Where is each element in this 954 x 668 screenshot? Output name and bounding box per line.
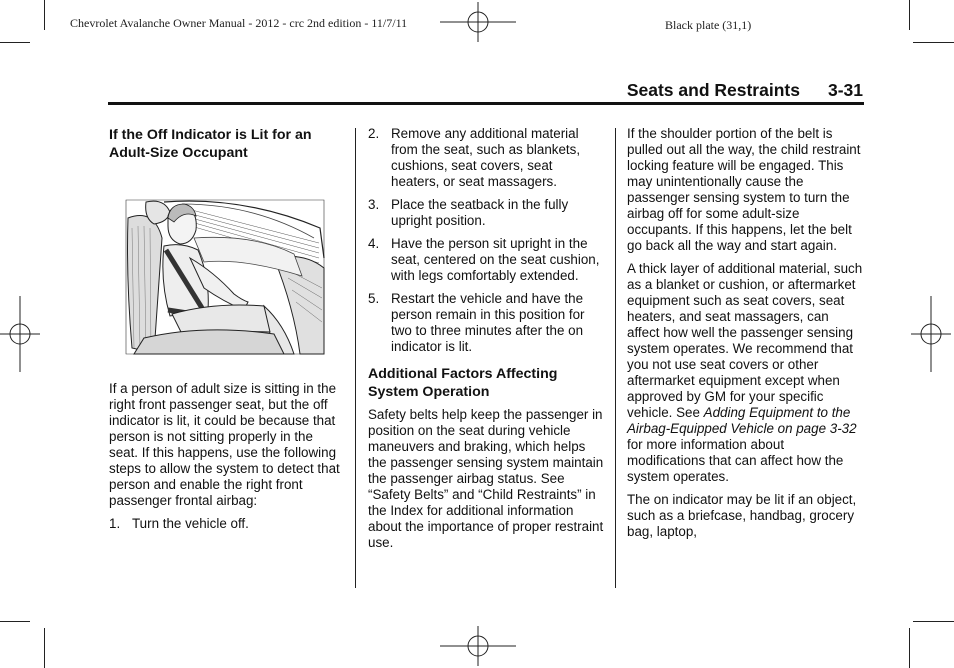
registration-mark-icon [911, 296, 951, 372]
list-item [368, 197, 604, 229]
step-number: 3. [368, 197, 380, 212]
step-text: Have the person sit upright in the seat, centered on the seat cushion, with legs comfortably extended. [391, 236, 600, 283]
adult-occupant-front-seat-illustration [124, 198, 326, 356]
column-divider [615, 128, 616, 588]
column-1 [109, 126, 345, 168]
step-text: Restart the vehicle and have the person remain in this position for two to three minutes after the on indicator is lit. [391, 291, 585, 354]
page-number: 3-31 [827, 80, 863, 100]
cross-reference-link[interactable]: Adding Equipment to the Airbag-Equipped Vehicle on page 3-32 [627, 405, 857, 436]
crop-mark [44, 628, 45, 668]
column-1-body [109, 381, 345, 539]
registration-mark-icon [440, 2, 516, 42]
body-paragraph: If a person of adult size is sitting in the right front passenger seat, but the off indicator is lit, it could be because that person is not sitting properly in the seat. If this happens, use the following steps to allow the system to detect that person and enable the right front passenger frontal airbag: [109, 381, 340, 508]
section-title: Seats and Restraints [626, 80, 800, 100]
column-2 [368, 126, 604, 558]
crop-mark [909, 628, 910, 668]
list-item [368, 291, 604, 355]
header-rule [108, 102, 864, 105]
step-text: Place the seatback in the fully upright position. [391, 197, 569, 228]
section-header [110, 80, 863, 101]
step-number: 1. [109, 516, 121, 531]
step-number: 4. [368, 236, 380, 251]
list-item [368, 236, 604, 284]
step-list [109, 516, 345, 532]
crop-mark [0, 42, 30, 43]
step-number: 5. [368, 291, 380, 306]
crop-mark [913, 42, 954, 43]
step-text: Turn the vehicle off. [132, 516, 249, 531]
plate-label: Black plate (31,1) [665, 18, 752, 32]
paragraph-text: A thick layer of additional material, such as a blanket or cushion, or aftermarket equipment such as seat covers, seat heaters, and seat massagers, can affect how well the passenger sensing system operates. We recommend that you not use seat covers or other aftermarket equipment except when approved by GM for your specific vehicle. See [627, 261, 863, 420]
column-3 [627, 126, 863, 547]
registration-mark-icon [440, 626, 516, 666]
subsection-heading: If the Off Indicator is Lit for an Adult-Size Occupant [109, 127, 312, 161]
print-header: Chevrolet Avalanche Owner Manual - 2012 - crc 2nd edition - 11/7/11 [70, 16, 408, 30]
body-paragraph [627, 261, 863, 485]
step-list [368, 126, 604, 355]
body-paragraph: The on indicator may be lit if an object, such as a briefcase, handbag, grocery bag, laptop, [627, 492, 857, 539]
crop-mark [909, 0, 910, 30]
list-item [368, 126, 604, 190]
crop-mark [44, 0, 45, 30]
paragraph-text: for more information about modifications that can affect how the system operates. [627, 437, 844, 484]
crop-mark [0, 621, 30, 622]
step-number: 2. [368, 126, 380, 141]
registration-mark-icon [0, 296, 40, 372]
column-divider [355, 128, 356, 588]
body-paragraph: If the shoulder portion of the belt is pulled out all the way, the child restraint locking feature will be engaged. This may unintentionally cause the passenger sensing system to turn the airbag off for some adult-size occupants. If this happens, let the belt go back all the way and start again. [627, 126, 861, 253]
subsection-heading: Additional Factors Affecting System Operation [368, 366, 558, 400]
list-item [109, 516, 345, 532]
body-paragraph: Safety belts help keep the passenger in position on the seat during vehicle maneuvers and braking, which helps the passenger sensing system maintain the passenger airbag status. See “Safety Belts” and “Child Restraints” in the Index for additional information about the importance of proper restraint use. [368, 407, 604, 550]
step-text: Remove any additional material from the seat, such as blankets, cushions, seat covers, seat heaters, or seat massagers. [391, 126, 581, 189]
crop-mark [913, 621, 954, 622]
